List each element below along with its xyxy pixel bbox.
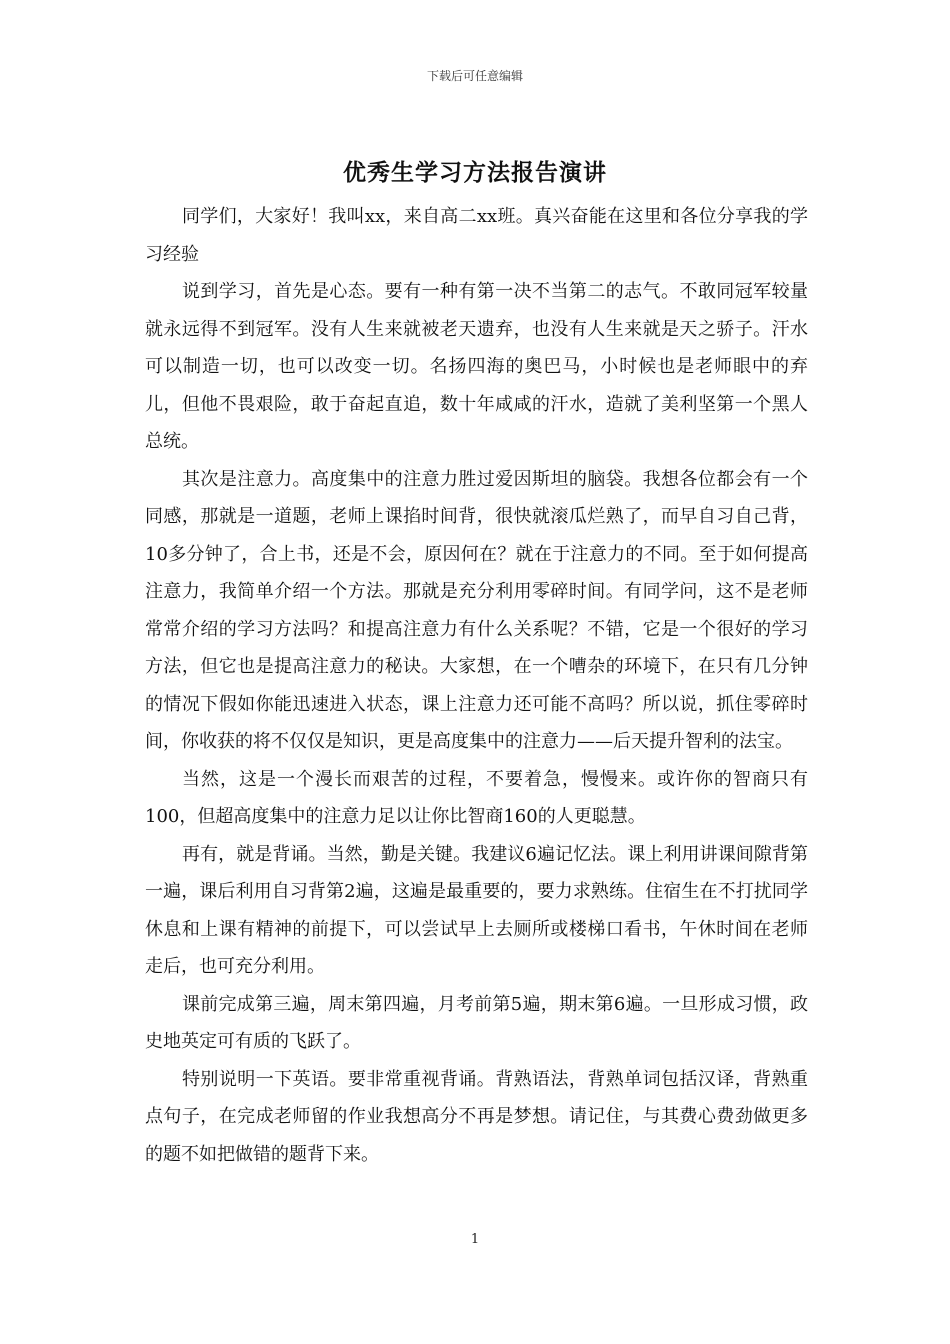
- page-number: 1: [470, 1232, 480, 1247]
- paragraph-english: 特别说明一下英语。要非常重视背诵。背熟语法，背熟单词包括汉译，背熟重点句子，在完成老师留的作业我想高分不再是梦想。请记住，与其费心费劲做更多的题不如把做错的题背下来。: [145, 1068, 808, 1165]
- paragraph-greeting: 同学们，大家好！我叫xx，来自高二xx班。真兴奋能在这里和各位分享我的学习经验: [145, 206, 808, 265]
- document-title: 优秀生学习方法报告演讲: [343, 159, 607, 186]
- document-body: [145, 198, 808, 1173]
- page-header: 下载后可任意编辑: [426, 69, 523, 83]
- paragraph-recitation: 再有，就是背诵。当然，勤是关键。我建议6遍记忆法。课上利用讲课间隙背第一遍，课后利用自习背第2遍，这遍是最重要的，要力求熟练。住宿生在不打扰同学休息和上课有精神的前提下，可以尝试早上去厕所或楼梯口看书，午休时间在老师走后，也可充分利用。: [145, 843, 808, 977]
- paragraph-attention: 其次是注意力。高度集中的注意力胜过爱因斯坦的脑袋。我想各位都会有一个同感，那就是一道题，老师上课掐时间背，很快就滚瓜烂熟了，而早自习自己背，10多分钟了，合上书，还是不会，原因何在？就在于注意力的不同。至于如何提高注意力，我简单介绍一个方法。那就是充分利用零碎时间。有同学问，这不是老师常常介绍的学习方法吗？和提高注意力有什么关系呢？不错，它是一个很好的学习方法，但它也是提高注意力的秘诀。大家想，在一个嘈杂的环境下，在只有几分钟的情况下假如你能迅速进入状态，课上注意力还可能不高吗？所以说，抓住零碎时间，你收获的将不仅仅是知识，更是高度集中的注意力——后天提升智利的法宝。: [145, 468, 808, 752]
- paragraph-mindset: 说到学习，首先是心态。要有一种有第一决不当第二的志气。不敢同冠军较量就永远得不到冠军。没有人生来就被老天遗弃，也没有人生来就是天之骄子。汗水可以制造一切，也可以改变一切。名扬四海的奥巴马，小时候也是老师眼中的弃儿，但他不畏艰险，敢于奋起直追，数十年咸咸的汗水，造就了美利坚第一个黑人总统。: [145, 281, 808, 452]
- paragraph-six-passes: 课前完成第三遍，周末第四遍，月考前第5遍，期末第6遍。一旦形成习惯，政史地英定可有质的飞跃了。: [145, 993, 808, 1052]
- paragraph-patience: 当然，这是一个漫长而艰苦的过程，不要着急，慢慢来。或许你的智商只有100，但超高度集中的注意力足以让你比智商160的人更聪慧。: [145, 768, 808, 827]
